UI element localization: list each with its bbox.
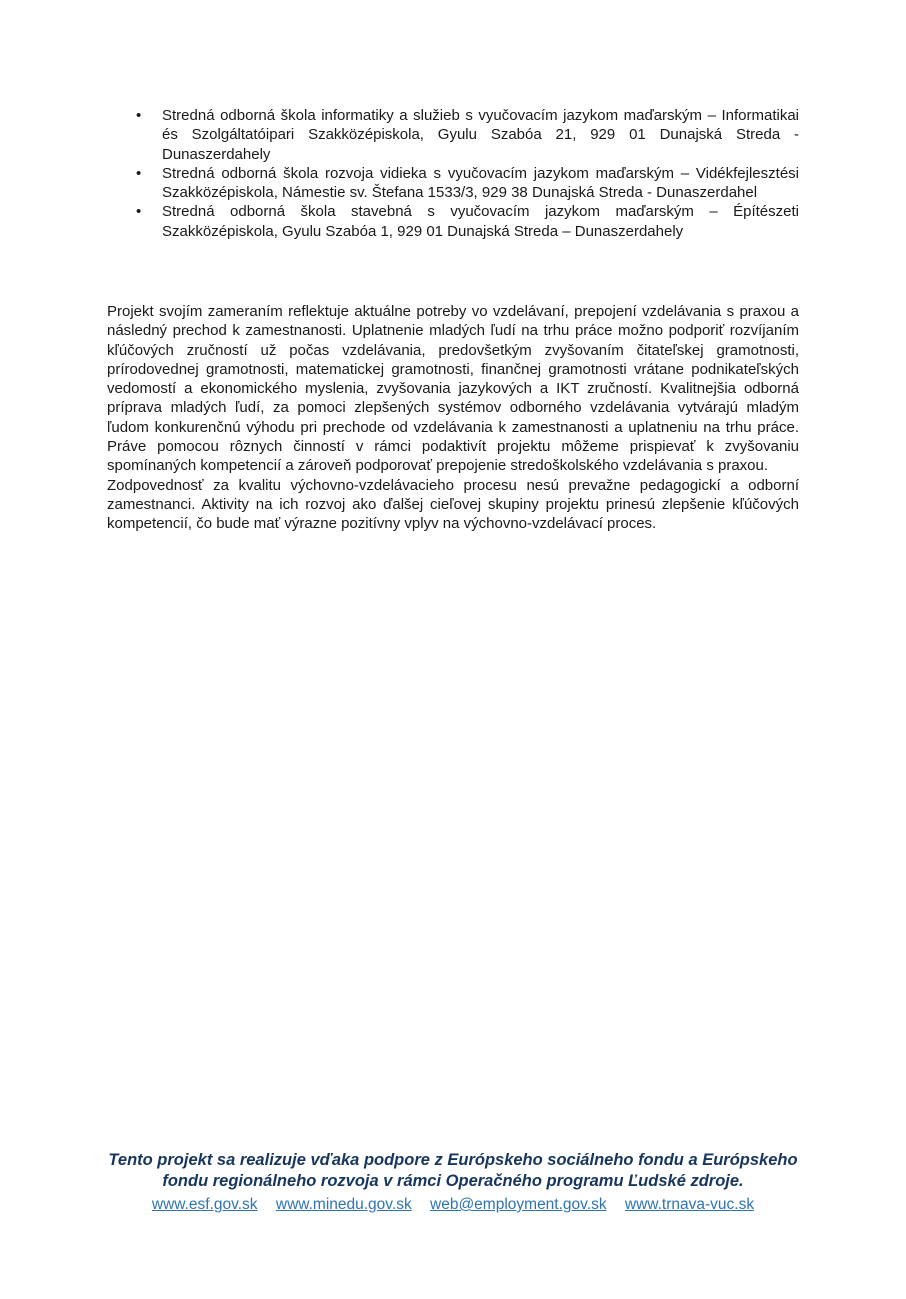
paragraph-responsibility: Zodpovednosť za kvalitu výchovno-vzdelávacieho procesu nesú prevažne pedagogickí a odborní zamestnanci. Aktivity na ich rozvoj ako ďalšej cieľovej skupiny projektu prinesú zlepšenie kľúčových kompetencií, čo bude mať výrazne pozitívny vplyv na výchovno-vzdelávací proces. — [107, 476, 799, 533]
list-item — [107, 202, 799, 241]
link-minedu[interactable]: www.minedu.gov.sk — [275, 1196, 412, 1213]
link-employment[interactable]: web@employment.gov.sk — [430, 1196, 607, 1213]
school-item-text: Stredná odborná škola informatiky a služieb s vyučovacím jazykom maďarským – Informatikai és Szolgáltatóipari Szakközépiskola, Gyulu Szabóa 21, 929 01 Dunajská Streda - Dunaszerdahely — [162, 107, 799, 163]
bullet-icon: • — [136, 203, 142, 221]
link-trnava-vuc[interactable]: www.trnava-vuc.sk — [624, 1196, 755, 1213]
list-item — [107, 106, 799, 164]
list-item — [107, 164, 799, 203]
paragraph-project-focus: Projekt svojím zameraním reflektuje aktuálne potreby vo vzdelávaní, prepojení vzdelávania s praxou a následný prechod k zamestnanosti. Uplatnenie mladých ľudí na trhu práce možno podporiť rozvíjaním kľúčových zručností už počas vzdelávania, predovšetkým zvyšovaním čitateľskej gramotnosti, prírodovednej gramotnosti, matematickej gramotnosti, finančnej gramotnosti vrátane podnikateľských vedomostí a ekonomického myslenia, zvyšovania jazykových a IKT zručností. Kvalitnejšia odborná príprava mladých ľudí, za pomoci zlepšených systémov odborného vzdelávania vytvárajú mladým ľudom konkurenčnú výhodu pri prechode od vzdelávania k zamestnanosti a uplatneniu na trhu práce. Práve pomocou rôznych činností v rámci podaktivít projektu môžeme prispievať k zvyšovaniu spomínaných kompetencií a zároveň podporovať prepojenie stredoškolského vzdelávania s praxou. — [107, 303, 799, 475]
link-esf[interactable]: www.esf.gov.sk — [151, 1196, 258, 1213]
footer-links — [100, 1195, 806, 1215]
body-text — [107, 302, 799, 534]
bullet-icon: • — [136, 107, 142, 124]
school-item-text: Stredná odborná škola rozvoja vidieka s vyučovacím jazykom maďarským – Vidékfejlesztési Szakközépiskola, Námestie sv. Štefana 1533/3, 929 38 Dunajská Streda - Dunaszerdahel — [162, 164, 799, 202]
footer — [100, 1150, 806, 1215]
school-list — [107, 106, 799, 241]
bullet-icon: • — [136, 164, 142, 182]
school-item-text: Stredná odborná škola stavebná s vyučovacím jazykom maďarským – Építészeti Szakközépiskola, Gyulu Szabóa 1, 929 01 Dunajská Streda – Dunaszerdahely — [162, 203, 799, 240]
funding-statement: Tento projekt sa realizuje vďaka podpore z Európskeho sociálneho fondu a Európskeho fondu regionálneho rozvoja v rámci Operačného programu Ľudské zdroje. — [108, 1151, 798, 1190]
